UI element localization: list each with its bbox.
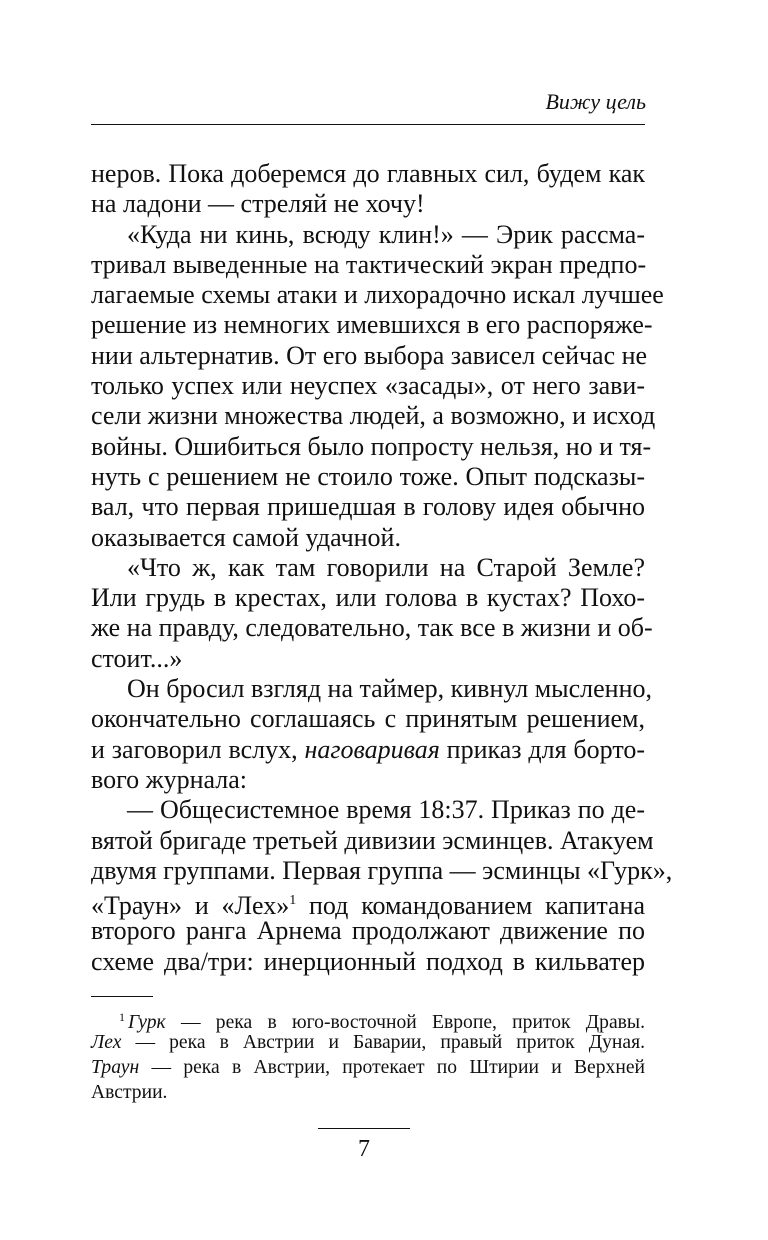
footnote-text: — река в юго-восточной Европе, приток Дравы.: [165, 1012, 645, 1033]
text-line: «Что ж, как там говорили на Старой Земле?: [127, 552, 645, 582]
text-segment: под командованием капитана: [296, 891, 646, 921]
text-line: лагаемые схемы атаки и лихорадочно искал лучшее: [91, 280, 664, 310]
text-line: сели жизни множества людей, а возможно, и исход: [91, 401, 656, 431]
footnote-term: Гурк: [128, 1012, 166, 1033]
text-line: вого журнала:: [91, 764, 247, 794]
text-line: же на правду, следовательно, так все в жизни и об-: [91, 613, 653, 643]
italic-word: наговаривая: [304, 734, 440, 764]
footnote-text: — река в Австрии и Баварии, правый приток Дуная.: [121, 1032, 645, 1053]
footnote-term: Траун: [91, 1057, 140, 1078]
text-line: — Общесистемное время 18:37. Приказ по де-: [127, 795, 645, 825]
text-line: окончательно соглашаясь с принятым решением,: [91, 704, 645, 734]
text-line: [91, 735, 645, 765]
header-rule: [91, 124, 645, 125]
text-line: двумя группами. Первая группа — эсминцы «Гурк»,: [91, 855, 673, 885]
text-line: схеме два/три: инерционный подход в кильватер: [91, 946, 645, 976]
text-segment: приказ для борто-: [439, 734, 645, 764]
text-line: тривал выведенные на тактический экран предпо-: [91, 249, 647, 279]
text-line: решение из немногих имевшихся в его распоряже-: [91, 310, 653, 340]
footnote-rule: [91, 996, 153, 997]
text-line: стоит...»: [91, 643, 183, 673]
footer-rule: [318, 1128, 410, 1129]
footnote-term: Лех: [91, 1032, 122, 1053]
footnote-reference[interactable]: 1: [289, 893, 297, 909]
text-line: Он бросил взгляд на таймер, кивнул мысленно,: [127, 674, 653, 704]
footnote-line: [91, 1005, 645, 1033]
text-line: оказывается самой удачной.: [91, 522, 401, 552]
footnote: [91, 1005, 645, 1105]
text-line: войны. Ошибиться было попросту нельзя, но и тя-: [91, 431, 652, 461]
text-line: нии альтернатив. От его выбора зависел сейчас не: [91, 340, 648, 370]
text-line: на ладони — стреляй не хочу!: [91, 189, 425, 219]
text-line: Или грудь в крестах, или голова в кустах? Похо-: [91, 583, 645, 613]
text-line: неров. Пока доберемся до главных сил, будем как: [91, 159, 645, 188]
footnote-line: [91, 1055, 645, 1080]
text-line: вал, что первая пришедшая в голову идея обычно: [91, 492, 645, 522]
text-line: нуть с решением не стоило тоже. Опыт подсказы-: [91, 461, 645, 491]
text-line: второго ранга Арнема продолжают движение по: [91, 916, 645, 946]
text-line: «Куда ни кинь, всюду клин!» — Эрик рассма-: [127, 219, 645, 249]
running-head: Вижу цель: [545, 89, 646, 114]
footnote-line: Австрии.: [91, 1082, 168, 1103]
page-number: 7: [358, 1136, 370, 1162]
footnote-text: — река в Австрии, протекает по Штирии и Верхней: [139, 1057, 645, 1078]
footnote-marker: 1: [119, 1010, 125, 1024]
body-text: [91, 159, 673, 977]
text-line: [91, 886, 646, 921]
text-segment: и заговорил вслух,: [91, 734, 305, 764]
footnote-line: [91, 1030, 645, 1055]
text-line: только успех или неуспех «засады», от него зави-: [91, 371, 645, 401]
text-segment: «Траун» и «Лех»: [91, 891, 290, 921]
text-line: вятой бригаде третьей дивизии эсминцев. Атакуем: [91, 825, 654, 855]
